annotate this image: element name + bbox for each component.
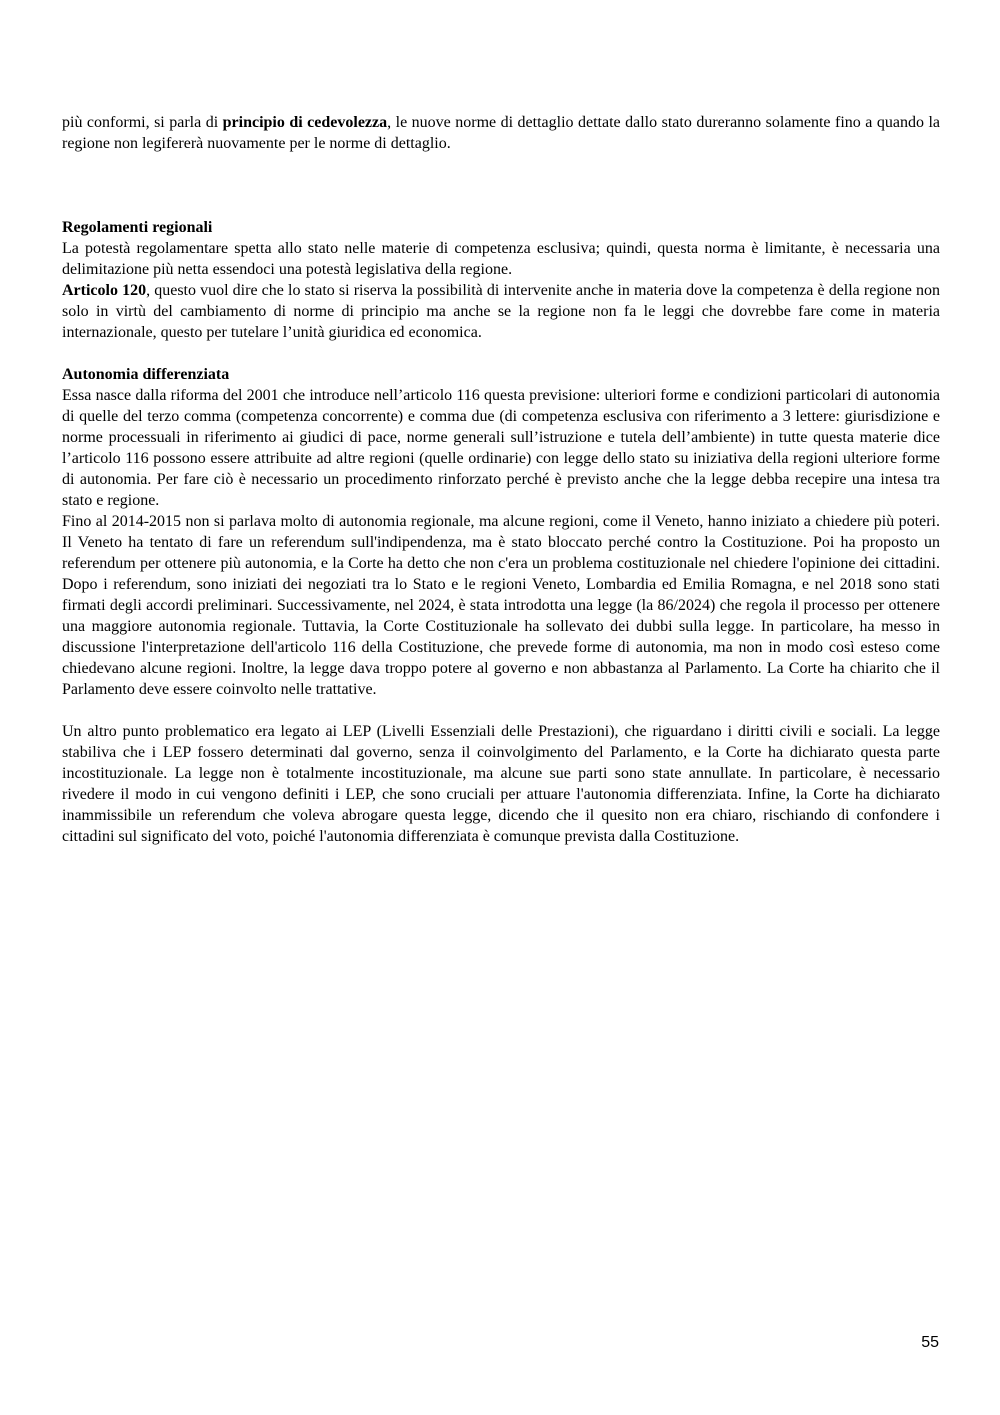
autonomia-paragraph-2: Fino al 2014-2015 non si parlava molto di autonomia regionale, ma alcune regioni, come il Veneto, hanno iniziato a chiedere più poteri. Il Veneto ha tentato di fare un referendum sull'indipendenza, ma è stato bloccato perché contro la Costituzione. Poi ha proposto un referendum per ottenere più autonomia, e la Corte ha detto che non c'era un problema costituzionale nel chiedere l'opinione dei cittadini. Dopo i referendum, sono iniziati dei negoziati tra lo Stato e le regioni Veneto, Lombardia ed Emilia Romagna, e nel 2018 sono stati firmati degli accordi preliminari. Successivamente, nel 2024, è stata introdotta una legge (la 86/2024) che regola il processo per ottenere una maggiore autonomia regionale. Tuttavia, la Corte Costituzionale ha sollevato dei dubbi sulla legge. In particolare, ha messo in discussione l'interpretazione dell'articolo 116 della Costituzione, che prevede forme di autonomia, ma non in modo così esteso come chiedevano alcune regioni. Inoltre, la legge dava troppo potere al governo e non abbastanza al Parlamento. La Corte ha chiarito che il Parlamento deve essere coinvolto nelle trattative. [62, 513, 940, 698]
intro-text-start: più conformi, si parla di [62, 114, 223, 131]
regolamenti-paragraph-1: La potestà regolamentare spetta allo stato nelle materie di competenza esclusiva; quindi, questa norma è limitante, è necessaria una delimitazione più netta essendoci una potestà legislativa della regione. [62, 240, 940, 278]
heading-autonomia-differenziata: Autonomia differenziata [62, 366, 230, 383]
regolamenti-paragraph-2 [62, 280, 940, 343]
intro-paragraph [62, 112, 940, 154]
intro-text-end: , le nuove norme di dettaglio dettate dallo stato dureranno solamente fino a quando la regione non legifererà nuovamente per le norme di dettaglio. [62, 114, 941, 152]
page-number: 55 [921, 1334, 939, 1351]
articolo-120-bold: Articolo 120 [62, 282, 147, 299]
section-spacer [62, 154, 940, 217]
section-spacer [62, 343, 940, 364]
page-content [62, 112, 940, 847]
intro-bold-term: principio di cedevolezza [222, 114, 388, 131]
autonomia-paragraph-1: Essa nasce dalla riforma del 2001 che introduce nell’articolo 116 questa previsione: ulteriori forme e condizioni particolari di autonomia di quelle del terzo comma (competenza concorrente) e comma due (di competenza esclusiva con riferimento a 3 lettere: giurisdizione e norme processuali in riferimento ai giudici di pace, norme generali sull’istruzione e tutela dell’ambiente) in tutte questa materie dice l’articolo 116 possono essere attribuite ad altre regioni (quelle ordinarie) con legge dello stato su iniziativa della regioni ulteriore forme di autonomia. Per fare ciò è necessario un procedimento rinforzato perché è previsto anche che la legge debba recepire una intesa tra stato e regione. [62, 387, 940, 509]
paragraph-spacer [62, 700, 940, 721]
autonomia-paragraph-3: Un altro punto problematico era legato ai LEP (Livelli Essenziali delle Prestazioni), che riguardano i diritti civili e sociali. La legge stabiliva che i LEP fossero determinati dal governo, senza il coinvolgimento del Parlamento, e la Corte ha dichiarato questa parte incostituzionale. La legge non è totalmente incostituzionale, ma alcune sue parti sono state annullate. In particolare, è necessario rivedere il modo in cui vengono definiti i LEP, che sono cruciali per attuare l'autonomia differenziata. Infine, la Corte ha dichiarato inammissibile un referendum che voleva abrogare questa legge, dicendo che il quesito non era chiaro, rischiando di confondere i cittadini sul significato del voto, poiché l'autonomia differenziata è comunque prevista dalla Costituzione. [62, 723, 940, 845]
regolamenti-paragraph-2-text: , questo vuol dire che lo stato si riserva la possibilità di intervenite anche in materia dove la competenza è della regione non solo in virtù del cambiamento di norme di principio ma anche se la regione non fa le leggi che dovrebbe fare come in materia internazionale, questo per tutelare l’unità giuridica ed economica. [62, 282, 940, 341]
heading-regolamenti-regionali: Regolamenti regionali [62, 219, 213, 236]
